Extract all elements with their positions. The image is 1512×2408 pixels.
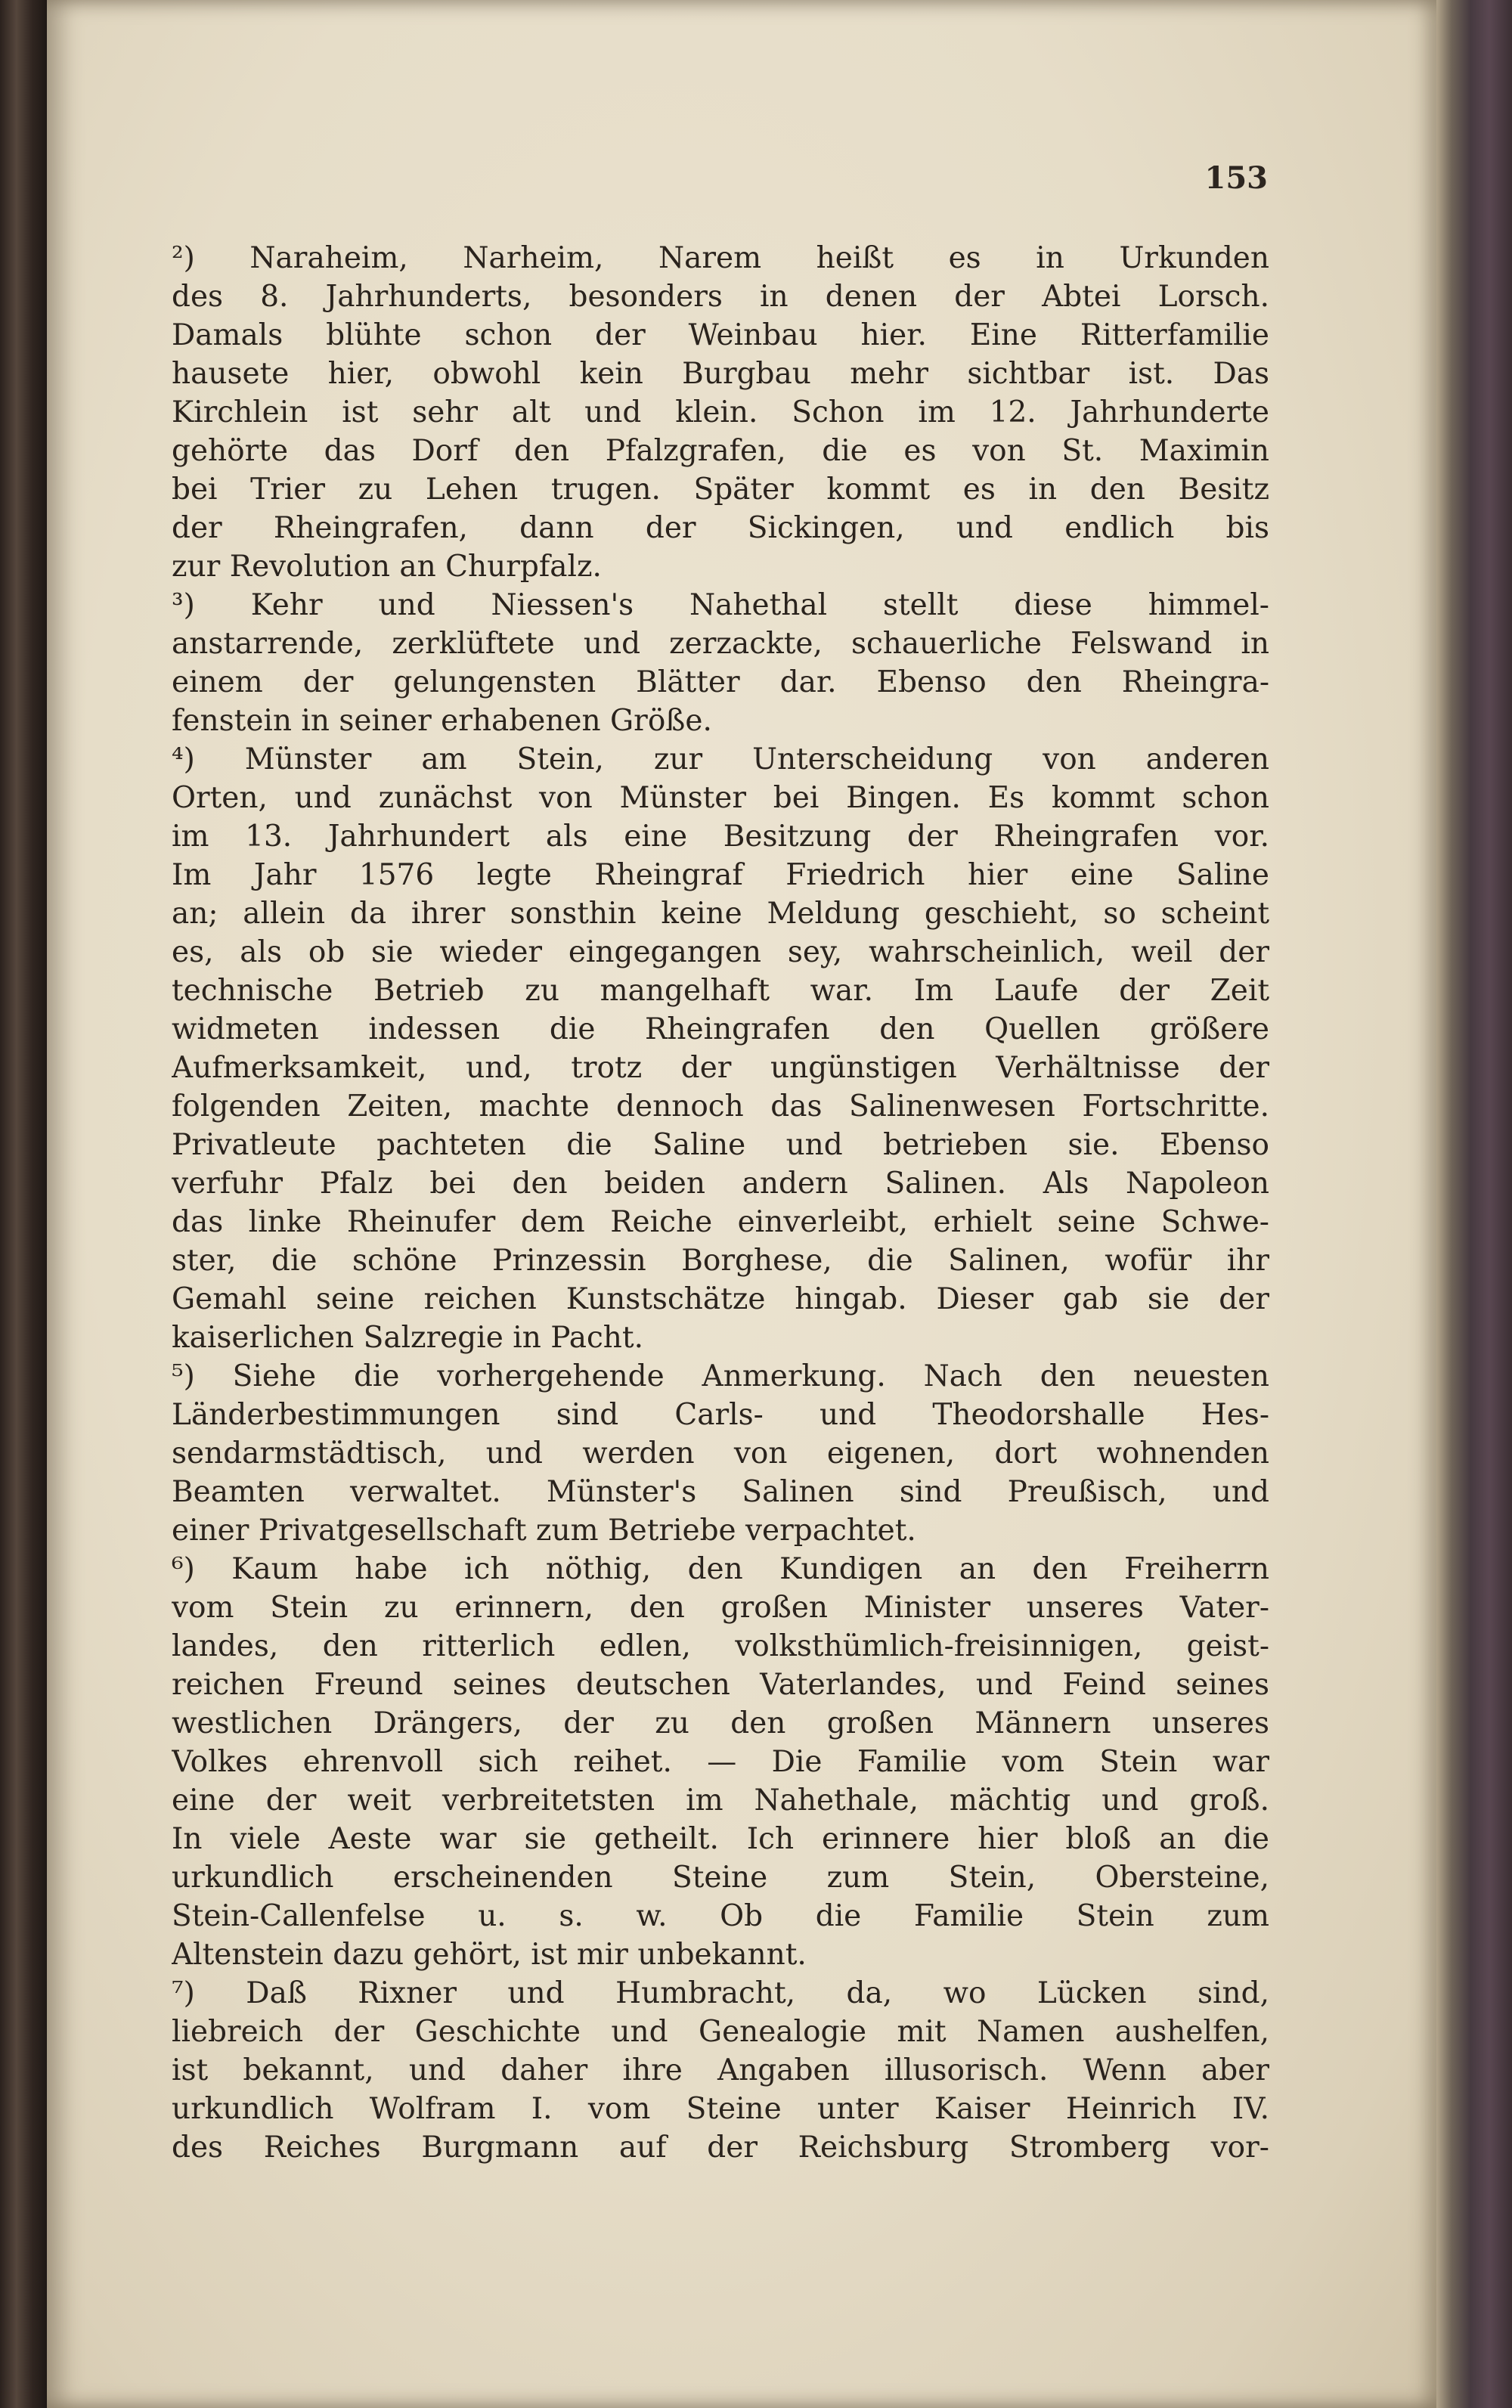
text-line: ⁵) Siehe die vorhergehende Anmerkung. Nach den neuesten xyxy=(172,1359,1269,1393)
text-line: Stein-Callenfelse u. s. w. Ob die Familie Stein zum xyxy=(172,1899,1269,1933)
text-line: einer Privatgesellschaft zum Betriebe verpachtet. xyxy=(172,1514,916,1548)
text-line: es, als ob sie wieder eingegangen sey, wahrscheinlich, weil der xyxy=(172,935,1269,969)
text-line: ³) Kehr und Niessen's Nahethal stellt diese himmel- xyxy=(172,588,1269,622)
book-binding-left xyxy=(0,0,47,2408)
text-line: das linke Rheinufer dem Reiche einverleibt, erhielt seine Schwe- xyxy=(172,1205,1269,1239)
text-line: Volkes ehrenvoll sich reihet. — Die Familie vom Stein war xyxy=(172,1745,1269,1779)
page-number: 153 xyxy=(1204,160,1268,196)
book-binding-right xyxy=(1436,0,1512,2408)
text-line: Aufmerksamkeit, und, trotz der ungünstigen Verhältnisse der xyxy=(172,1051,1269,1085)
text-line: Altenstein dazu gehört, ist mir unbekannt. xyxy=(172,1938,807,1972)
text-line: kaiserlichen Salzregie in Pacht. xyxy=(172,1321,643,1355)
text-line: hausete hier, obwohl kein Burgbau mehr sichtbar ist. Das xyxy=(172,357,1269,391)
text-line: ⁶) Kaum habe ich nöthig, den Kundigen an den Freiherrn xyxy=(172,1552,1269,1586)
text-line: Kirchlein ist sehr alt und klein. Schon im 12. Jahrhunderte xyxy=(172,395,1269,429)
text-line: reichen Freund seines deutschen Vaterlandes, und Feind seines xyxy=(172,1668,1269,1702)
text-line: westlichen Drängers, der zu den großen Männern unseres xyxy=(172,1706,1269,1740)
text-line: fenstein in seiner erhabenen Größe. xyxy=(172,704,712,738)
text-line: anstarrende, zerklüftete und zerzackte, schauerliche Felswand in xyxy=(172,627,1269,661)
text-line: ⁴) Münster am Stein, zur Unterscheidung von anderen xyxy=(172,742,1269,776)
text-line: im 13. Jahrhundert als eine Besitzung der Rheingrafen vor. xyxy=(172,820,1269,854)
text-line: folgenden Zeiten, machte dennoch das Salinenwesen Fortschritte. xyxy=(172,1089,1269,1123)
text-line: urkundlich Wolfram I. vom Steine unter Kaiser Heinrich IV. xyxy=(172,2092,1269,2126)
text-line: Gemahl seine reichen Kunstschätze hingab. Dieser gab sie der xyxy=(172,1282,1269,1316)
text-line: eine der weit verbreitetsten im Nahethale, mächtig und groß. xyxy=(172,1784,1269,1818)
text-line: liebreich der Geschichte und Genealogie mit Namen aushelfen, xyxy=(172,2015,1269,2049)
text-line: verfuhr Pfalz bei den beiden andern Salinen. Als Napoleon xyxy=(172,1167,1269,1201)
text-line: Beamten verwaltet. Münster's Salinen sind Preußisch, und xyxy=(172,1475,1269,1509)
text-line: des 8. Jahrhunderts, besonders in denen der Abtei Lorsch. xyxy=(172,280,1269,314)
text-line: vom Stein zu erinnern, den großen Minister unseres Vater- xyxy=(172,1591,1269,1625)
text-line: Privatleute pachteten die Saline und betrieben sie. Ebenso xyxy=(172,1128,1269,1162)
text-line: technische Betrieb zu mangelhaft war. Im Laufe der Zeit xyxy=(172,974,1269,1008)
text-line: Im Jahr 1576 legte Rheingraf Friedrich hier eine Saline xyxy=(172,858,1269,892)
text-line: In viele Aeste war sie getheilt. Ich erinnere hier bloß an die xyxy=(172,1822,1269,1856)
text-line: an; allein da ihrer sonsthin keine Meldung geschieht, so scheint xyxy=(172,897,1269,931)
text-line: sendarmstädtisch, und werden von eigenen, dort wohnenden xyxy=(172,1436,1269,1471)
text-line: der Rheingrafen, dann der Sickingen, und endlich bis xyxy=(172,511,1269,545)
text-line: ist bekannt, und daher ihre Angaben illusorisch. Wenn aber xyxy=(172,2053,1269,2087)
text-line: einem der gelungensten Blätter dar. Ebenso den Rheingra- xyxy=(172,665,1269,699)
text-line: ⁷) Daß Rixner und Humbracht, da, wo Lücken sind, xyxy=(172,1976,1269,2010)
text-line: ster, die schöne Prinzessin Borghese, die Salinen, wofür ihr xyxy=(172,1244,1269,1278)
text-line: Orten, und zunächst von Münster bei Bingen. Es kommt schon xyxy=(172,781,1269,815)
text-line: ²) Naraheim, Narheim, Narem heißt es in Urkunden xyxy=(172,241,1269,275)
book-page xyxy=(47,0,1436,2408)
text-line: Länderbestimmungen sind Carls- und Theodorshalle Hes- xyxy=(172,1398,1269,1432)
text-line: bei Trier zu Lehen trugen. Später kommt es in den Besitz xyxy=(172,473,1269,507)
text-line: urkundlich erscheinenden Steine zum Stein, Obersteine, xyxy=(172,1861,1269,1895)
text-line: widmeten indessen die Rheingrafen den Quellen größere xyxy=(172,1012,1269,1046)
text-line: Damals blühte schon der Weinbau hier. Eine Ritterfamilie xyxy=(172,318,1269,352)
text-line: zur Revolution an Churpfalz. xyxy=(172,550,602,584)
footnotes-text xyxy=(172,239,1269,2167)
text-line: gehörte das Dorf den Pfalzgrafen, die es von St. Maximin xyxy=(172,434,1269,468)
text-line: landes, den ritterlich edlen, volksthümlich-freisinnigen, geist- xyxy=(172,1629,1269,1663)
text-line: des Reiches Burgmann auf der Reichsburg Stromberg vor- xyxy=(172,2131,1269,2165)
